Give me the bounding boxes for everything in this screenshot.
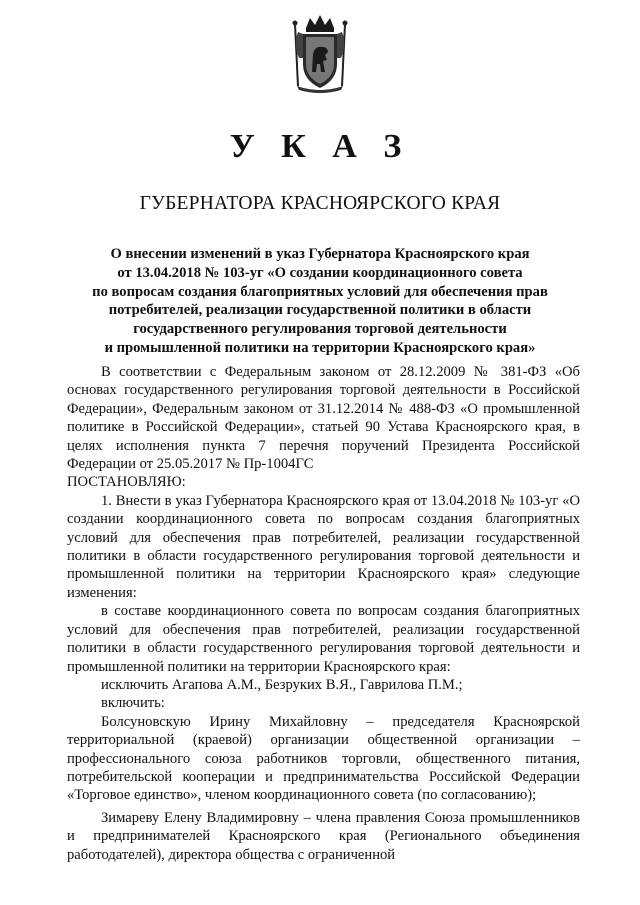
heading-line: от 13.04.2018 № 103-уг «О создании координационного совета (117, 264, 523, 281)
member-paragraph: Зимареву Елену Владимировну – члена правления Союза промышленников и предпринимателей Красноярского края (Регионального объединения работодателей), директора общества с ограниченной (67, 809, 580, 863)
member-paragraph: Болсуновскую Ирину Михайловну – председателя Красноярской территориальной (краевой) организации общественной организации – профессионального союза работников торговли, общественного питания, потребительской кооперации и предпринимательства Российской Федерации «Торговое единство», членом координационного совета (по согласованию); (67, 713, 580, 804)
clause-1-paragraph: 1. Внести в указ Губернатора Красноярского края от 13.04.2018 № 103-уг «О создании координационного совета по вопросам создания благоприятных условий для обеспечения прав потребителей, реализации государственной политики в области государственного регулирования торговой деятельности и промышленной политики на территории Красноярского края» следующие изменения: (67, 492, 580, 601)
heading-line: и промышленной политики на территории Красноярского края» (104, 339, 536, 356)
preamble-paragraph: В соответствии с Федеральным законом от 28.12.2009 № 381-ФЗ «Об основах государственного регулирования торговой деятельности в Российской Федерации», Федеральным законом от 31.12.2014 № 488-ФЗ «О промышленной политике в Российской Федерации», статьей 90 Устава Красноярского края, в целях исполнения пункта 7 перечня поручений Президента Российской Федерации от 25.05.2017 № Пр-1004ГС (67, 364, 580, 473)
include-paragraph: включить: (101, 695, 165, 712)
document-body (67, 363, 580, 864)
heading-line: потребителей, реализации государственной политики в области (108, 302, 532, 319)
decree-word: ПОСТАНОВЛЯЮ: (67, 474, 186, 491)
exclude-paragraph: исключить Агапова А.М., Безруких В.Я., Гаврилова П.М.; (101, 676, 463, 693)
document-heading (60, 245, 580, 358)
document-title: У К А З (229, 128, 411, 165)
document-subtitle: ГУБЕРНАТОРА КРАСНОЯРСКОГО КРАЯ (139, 193, 501, 214)
council-composition-paragraph: в составе координационного совета по вопросам создания благоприятных условий для обеспечения прав потребителей, реализации государственной политики в области государственного регулирования торговой деятельности и промышленной политики на территории Красноярского края: (67, 603, 580, 675)
heading-line: государственного регулирования торговой деятельности (133, 321, 507, 338)
heading-line: О внесении изменений в указ Губернатора Красноярского края (110, 246, 530, 262)
heading-line: по вопросам создания благоприятных условий для обеспечения прав (92, 283, 548, 300)
coat-of-arms-icon (289, 14, 351, 94)
